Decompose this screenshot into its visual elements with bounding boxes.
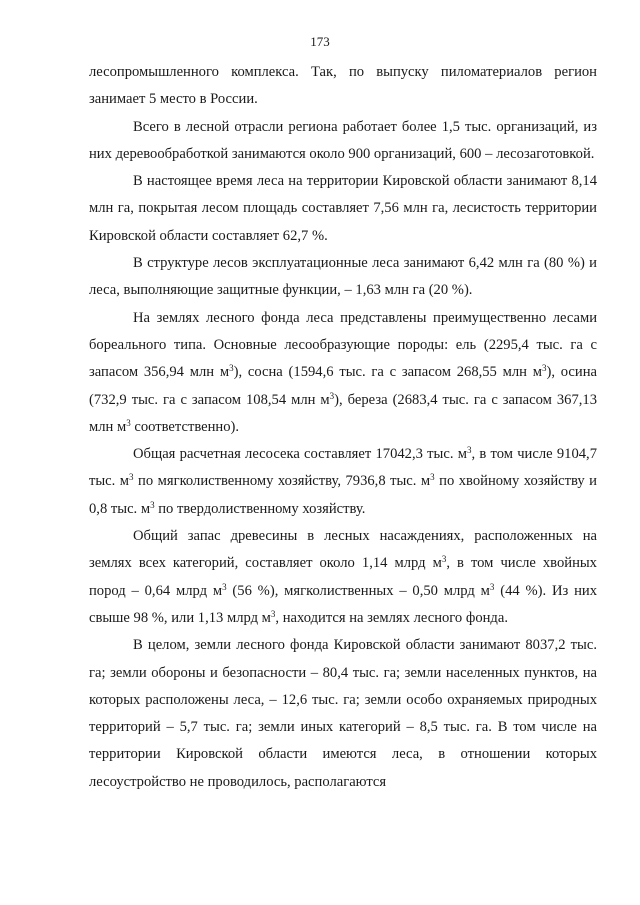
text-run: В целом, земли лесного фонда Кировской области занимают 8037,2 тыс. га; земли обороны и безопасности – 80,4 тыс. га; земли населенных пунктов, на которых расположены леса, – 12,6 тыс. га; земли особо охраняемых природных территорий – 5,7 тыс. га; земли иных категорий – 8,5 тыс. га. В том числе на территории Кировской области имеются леса, в отношении которых лесоустройство не проводилось, располагаются xyxy=(89,637,597,790)
superscript: 3 xyxy=(129,472,134,483)
text-run: Общая расчетная лесосека составляет 17042,3 тыс. м xyxy=(133,446,467,463)
superscript: 3 xyxy=(541,363,547,374)
text-run: соответственно). xyxy=(130,418,240,435)
text-run: , в том числе хвойных пород – 0,64 млрд м xyxy=(89,555,597,599)
text-run: Общий запас древесины в лесных насаждениях, расположенных на землях всех категорий, составляет около 1,14 млрд м xyxy=(89,528,597,572)
superscript: 3 xyxy=(126,417,131,428)
superscript: 3 xyxy=(329,390,335,401)
superscript: 3 xyxy=(430,472,435,483)
text-run: В структуре лесов эксплуатационные леса занимают 6,42 млн га (80 %) и леса, выполняющие защитные функции, – 1,63 млн га (20 %). xyxy=(89,255,597,299)
text-run: Всего в лесной отрасли региона работает более 1,5 тыс. организаций, из них деревообработкой занимаются около 900 организаций, 600 – лесозаготовкой. xyxy=(89,118,597,162)
paragraph xyxy=(89,168,597,250)
superscript: 3 xyxy=(466,445,472,456)
superscript: 3 xyxy=(229,363,234,374)
superscript: 3 xyxy=(441,554,447,565)
paragraph xyxy=(89,305,597,441)
superscript: 3 xyxy=(270,608,276,619)
text-run: В настоящее время леса на территории Кировской области занимают 8,14 млн га, покрытая лесом площадь составляет 7,56 млн га, лесистость территории Кировской области составляет 62,7 %. xyxy=(89,173,597,244)
paragraph xyxy=(89,114,597,169)
text-run: по мягколиственному хозяйству, 7936,8 тыс. м xyxy=(133,473,431,490)
text-run: На землях лесного фонда леса представлены преимущественно лесами бореального типа. Основные лесообразующие породы: ель (2295,4 тыс. га с запасом 356,94 млн м xyxy=(89,309,597,381)
text-run: ), береза (2683,4 тыс. га с запасом 367,13 млн м xyxy=(89,391,597,435)
superscript: 3 xyxy=(222,581,227,592)
text-run: по твердолиственному хозяйству. xyxy=(154,500,366,517)
paragraph xyxy=(89,523,597,632)
text-run: , в том числе 9104,7 тыс. м xyxy=(89,446,597,490)
text-run: ), сосна (1594,6 тыс. га с запасом 268,55 млн м xyxy=(233,364,542,381)
document-body xyxy=(89,59,597,796)
text-run: (56 %), мягколиственных – 0,50 млрд м xyxy=(226,582,490,599)
text-run: , находится на землях лесного фонда. xyxy=(275,609,508,626)
page-number: 173 xyxy=(310,34,330,49)
text-run: ), осина (732,9 тыс. га с запасом 108,54 млн м xyxy=(89,364,597,408)
paragraph xyxy=(89,632,597,796)
paragraph xyxy=(89,441,597,523)
superscript: 3 xyxy=(489,581,495,592)
text-run: лесопромышленного комплекса. Так, по выпуску пиломатериалов регион занимает 5 место в России. xyxy=(89,64,597,108)
superscript: 3 xyxy=(150,499,155,510)
paragraph xyxy=(89,59,597,114)
paragraph xyxy=(89,250,597,305)
text-run: (44 %). Из них свыше 98 %, или 1,13 млрд м xyxy=(89,582,597,626)
text-run: по хвойному хозяйству и 0,8 тыс. м xyxy=(89,473,597,517)
